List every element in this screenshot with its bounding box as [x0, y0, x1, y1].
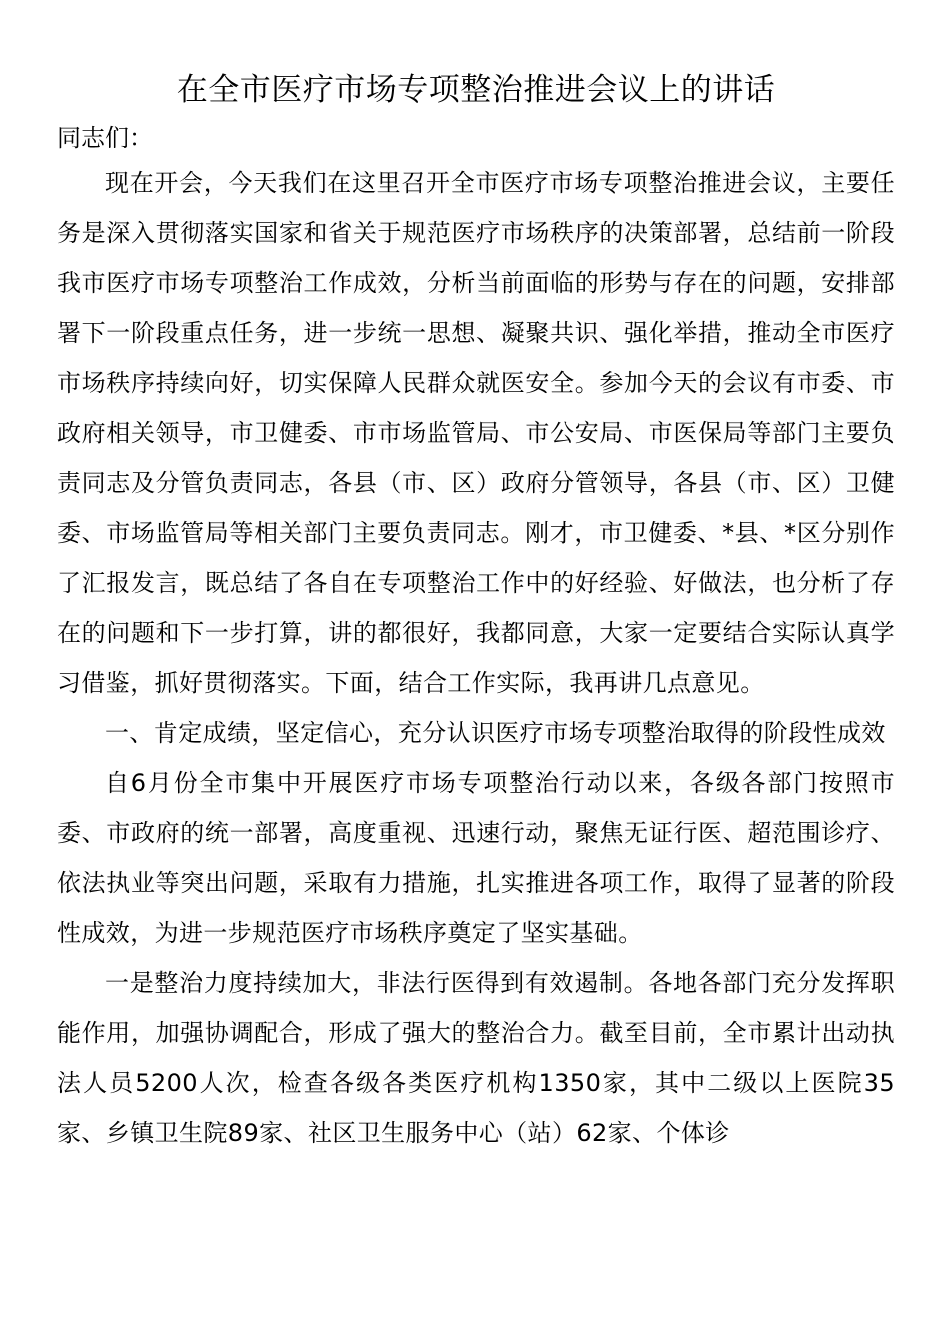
section-1-paragraph-1: 自6月份全市集中开展医疗市场专项整治行动以来，各级各部门按照市委、市政府的统一部署，高度重视、迅速行动，聚焦无证行医、超范围诊疗、依法执业等突出问题，采取有力措施，扎实推进各项工作，取得了显著的阶段性成效，为进一步规范医疗市场秩序奠定了坚实基础。 — [57, 769, 895, 947]
document-title: 在全市医疗市场专项整治推进会议上的讲话 — [176, 72, 776, 108]
section-1-paragraph-2: 一是整治力度持续加大，非法行医得到有效遏制。各地各部门充分发挥职能作用，加强协调配合，形成了强大的整治合力。截至目前，全市累计出动执法人员5200人次，检查各级各类医疗机构1350家，其中二级以上医院35家、乡镇卫生院89家、社区卫生服务中心（站）62家、个体诊 — [57, 969, 895, 1147]
section-heading-1: 一、肯定成绩，坚定信心，充分认识医疗市场专项整治取得的阶段性成效 — [105, 719, 886, 747]
intro-paragraph: 现在开会，今天我们在这里召开全市医疗市场专项整治推进会议，主要任务是深入贯彻落实国家和省关于规范医疗市场秩序的决策部署，总结前一阶段我市医疗市场专项整治工作成效，分析当前面临的形势与存在的问题，安排部署下一阶段重点任务，进一步统一思想、凝聚共识、强化举措，推动全市医疗市场秩序持续向好，切实保障人民群众就医安全。参加今天的会议有市委、市政府相关领导，市卫健委、市市场监管局、市公安局、市医保局等部门主要负责同志及分管负责同志，各县（市、区）政府分管领导，各县（市、区）卫健委、市场监管局等相关部门主要负责同志。刚才，市卫健委、*县、*区分别作了汇报发言，既总结了各自在专项整治工作中的好经验、好做法，也分析了存在的问题和下一步打算，讲的都很好，我都同意，大家一定要结合实际认真学习借鉴，抓好贯彻落实。下面，结合工作实际，我再讲几点意见。 — [57, 169, 895, 697]
salutation: 同志们： — [57, 124, 153, 152]
document-page — [57, 62, 895, 1158]
